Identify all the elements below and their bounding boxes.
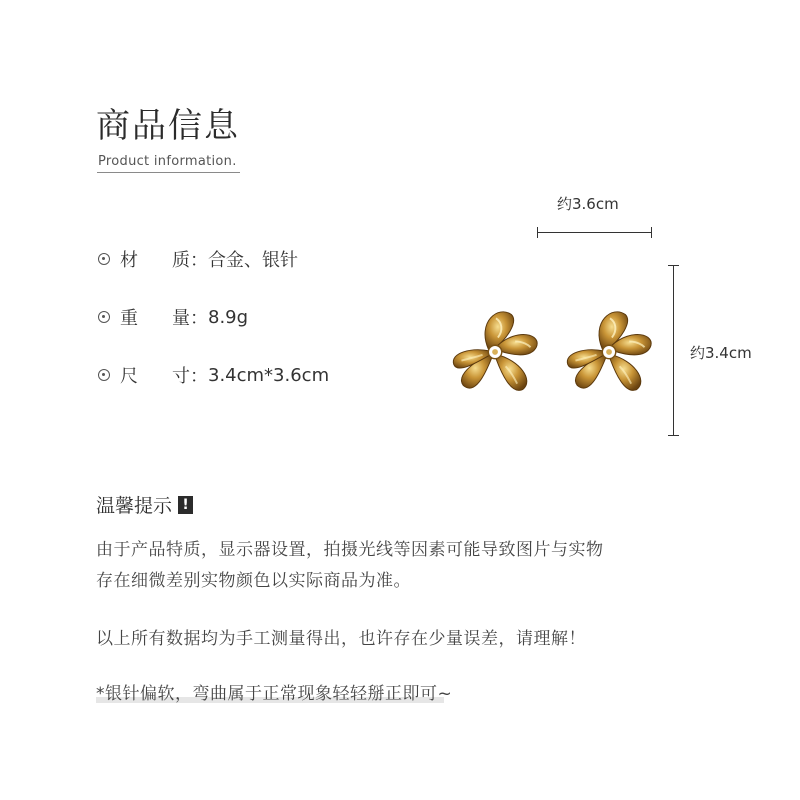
notice-line-1: 由于产品特质，显示器设置，拍摄光线等因素可能导致图片与实物 xyxy=(96,540,604,560)
width-dimension-label: 约3.6cm xyxy=(557,195,619,213)
earring-right-image xyxy=(562,303,658,399)
exclamation-icon: ! xyxy=(178,496,193,514)
spec-key-char1: 材 xyxy=(120,250,138,271)
bullet-icon xyxy=(98,311,110,323)
height-dimension-line xyxy=(673,265,674,436)
spec-key-char2: 量： xyxy=(172,308,208,329)
page-title: 商品信息 xyxy=(96,106,240,146)
spec-key-char1: 尺 xyxy=(120,366,138,387)
spec-row-material xyxy=(98,247,298,271)
subtitle-underline xyxy=(97,172,240,173)
notice-title: 温馨提示 xyxy=(96,495,173,517)
width-dimension-cap-left xyxy=(537,227,538,238)
notice-line-2: 存在细微差别实物颜色以实际商品为准。 xyxy=(96,571,411,591)
notice-heading xyxy=(96,491,193,518)
bullet-icon xyxy=(98,369,110,381)
spec-key-char1: 重 xyxy=(120,308,138,329)
page-subtitle: Product information. xyxy=(98,154,237,169)
spec-key-char2: 质： xyxy=(172,250,208,271)
spec-key-char2: 寸： xyxy=(172,366,208,387)
width-dimension-line xyxy=(537,232,652,233)
spec-value: 3.4cm*3.6cm xyxy=(208,364,330,386)
bullet-icon xyxy=(98,253,110,265)
spec-value: 合金、银针 xyxy=(208,250,298,271)
spec-value: 8.9g xyxy=(208,306,249,328)
notice-line-3: 以上所有数据均为手工测量得出，也许存在少量误差，请理解！ xyxy=(96,629,586,649)
spec-row-size xyxy=(98,363,329,387)
height-dimension-label: 约3.4cm xyxy=(690,344,752,362)
height-dimension-cap-top xyxy=(668,265,679,266)
width-dimension-cap-right xyxy=(651,227,652,238)
earring-left-image xyxy=(448,303,544,399)
spec-row-weight xyxy=(98,305,248,329)
height-dimension-cap-bottom xyxy=(668,435,679,436)
notice-line-4: *银针偏软，弯曲属于正常现象轻轻掰正即可~ xyxy=(96,684,453,704)
